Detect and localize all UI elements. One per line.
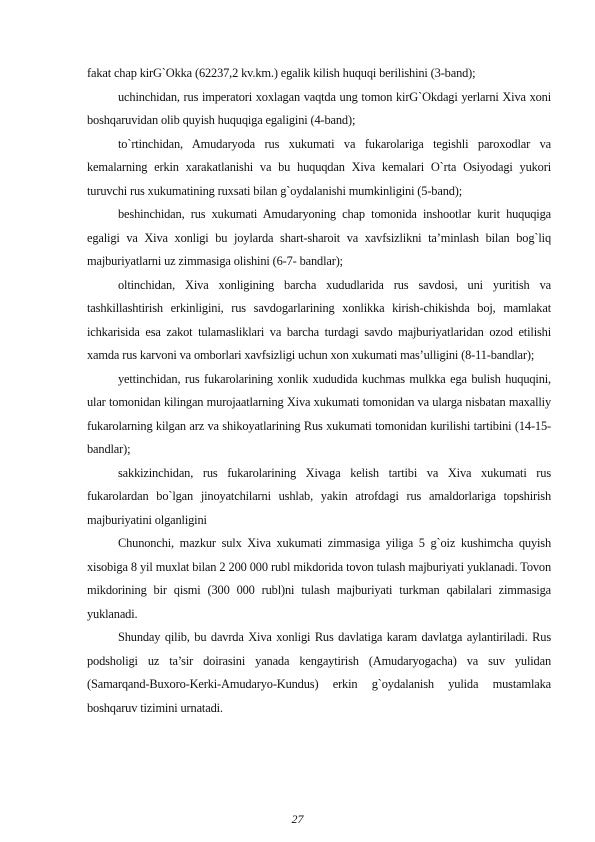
- paragraph-conclusion: Shunday qilib, bu davrda Xiva xonligi Rus davlatiga karam davlatga aylantiriladi. Rus podsholigi uz ta’sir doirasini yanada kengaytirish (Amudaryogacha) va suv yulidan (Samarqand-Buxoro-Kerki-Amudaryo-Kundus) erkin g`oydalanish yulida mustamlaka boshqaruv tizimini urnatadi.: [87, 630, 551, 715]
- body-text: [87, 62, 551, 720]
- paragraph-indemnity: Chunonchi, mazkur sulx Xiva xukumati zimmasiga yiliga 5 g`oiz kushimcha quyish xisobiga 8 yil muxlat bilan 2 200 000 rubl mikdorida tovon tulash majburiyati yuklanadi. Tovon mikdorining bir qismi (300 000 rubl)ni tulash majburiyati turkman qabilalari zimmasiga yuklanadi.: [87, 536, 551, 621]
- paragraph-third: uchinchidan, rus imperatori xoxlagan vaqtda ung tomon kirG`Okdagi yerlarni Xiva xoni boshqaruvidan olib quyish huquqiga egaligini (4-band);: [87, 89, 551, 127]
- page-number: 27: [291, 812, 304, 826]
- paragraph-eighth: sakkizinchidan, rus fukarolarining Xivaga kelish tartibi va Xiva xukumati rus fukarolardan bo`lgan jinoyatchilarni ushlab, yakin atrofdagi rus amaldorlariga topshirish majburiyatini olganligini: [87, 465, 551, 527]
- paragraph-continuation: fakat chap kirG`Okka (62237,2 kv.km.) egalik kilish huquqi berilishini (3-band);: [87, 66, 476, 80]
- paragraph-fourth: to`rtinchidan, Amudaryoda rus xukumati va fukarolariga tegishli paroxodlar va kemalarning erkin xarakatlanishi va bu huquqdan Xiva kemalari O`rta Osiyodagi yukori turuvchi rus xukumatining ruxsati bilan g`oydalanishi mumkinligini (5-band);: [87, 136, 551, 198]
- paragraph-sixth: oltinchidan, Xiva xonligining barcha xududlarida rus savdosi, uni yuritish va tashkillashtirish erkinligini, rus savdogarlarining xonlikka kirish-chikishda boj, mamlakat ichkarisida esa zakot tulamasliklari va barcha turdagi savdo majburiyatlaridan ozod etilishi xamda rus karvoni va omborlari xavfsizligi uchun xon xukumati mas’ulligini (8-11-bandlar);: [87, 277, 551, 362]
- paragraph-fifth: beshinchidan, rus xukumati Amudaryoning chap tomonida inshootlar kurit huquqiga egaligi va Xiva xonligi bu joylarda shart-sharoit va xavfsizlikni ta’minlash bilan bog`liq majburiyatlarni uz zimmasiga olishini (6-7- bandlar);: [87, 207, 551, 268]
- paragraph-seventh: yettinchidan, rus fukarolarining xonlik xududida kuchmas mulkka ega bulish huquqini, ular tomonidan kilingan murojaatlarning Xiva xukumati tomonidan va ularga nisbatan maxalliy fukarolarning kilgan arz va shikoyatlarining Rus xukumati tomonidan kurilishi tartibini (14-15- bandlar);: [87, 371, 551, 456]
